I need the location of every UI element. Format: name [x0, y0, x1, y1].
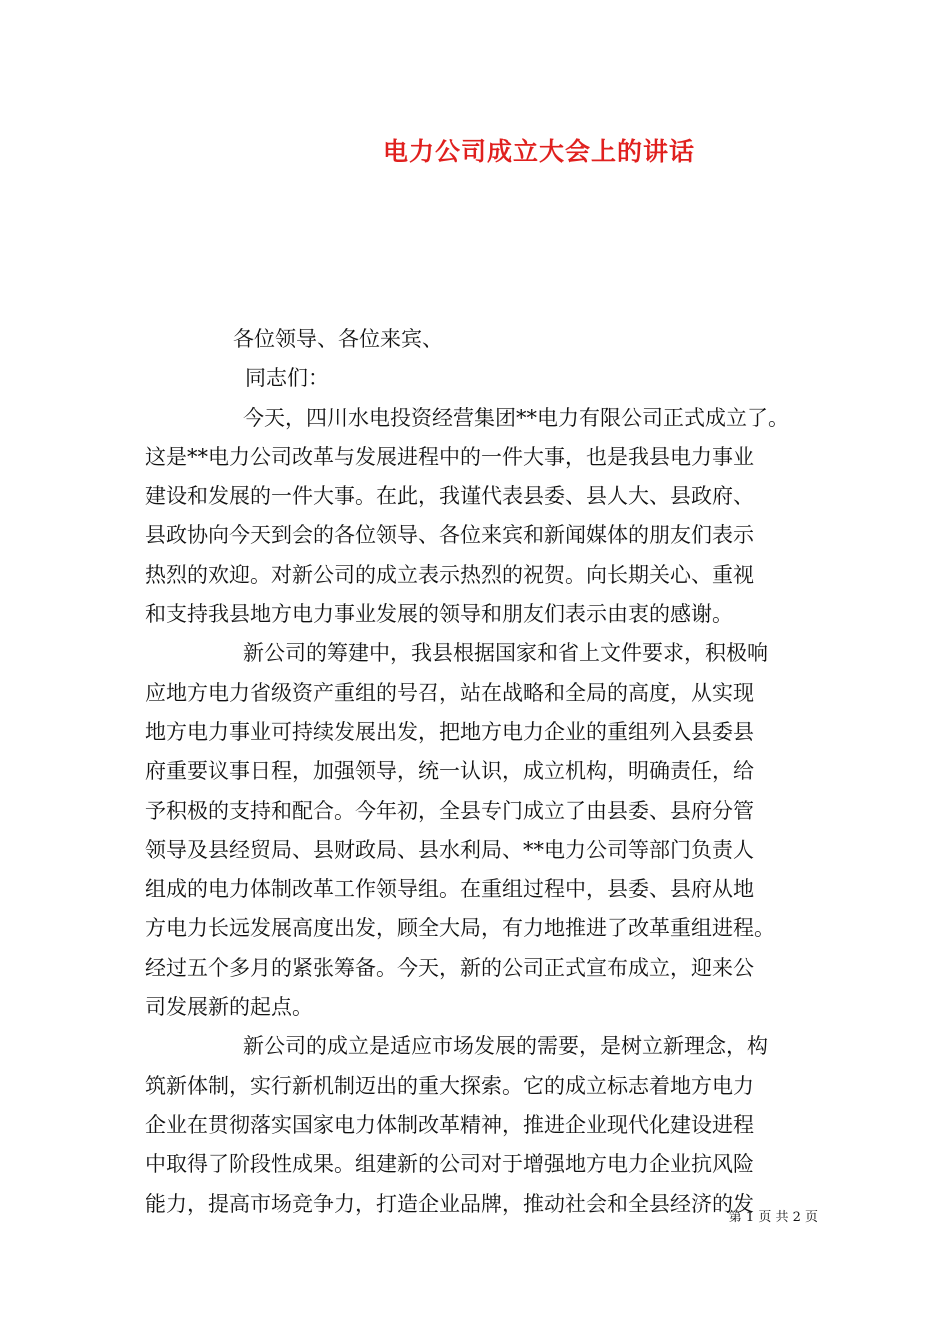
- text-line: 府重要议事日程，加强领导，统一认识，成立机构，明确责任，给: [145, 759, 754, 784]
- text-line: 县政协向今天到会的各位领导、各位来宾和新闻媒体的朋友们表示: [145, 523, 754, 548]
- document-title: 电力公司成立大会上的讲话: [382, 137, 695, 166]
- text-line: 司发展新的起点。: [145, 995, 313, 1020]
- text-line: 新公司的筹建中，我县根据国家和省上文件要求，积极响: [243, 641, 768, 666]
- text-line: 今天，四川水电投资经营集团**电力有限公司正式成立了。: [243, 405, 789, 430]
- text-line: 能力，提高市场竞争力，打造企业品牌，推动社会和全县经济的发: [145, 1191, 754, 1216]
- paragraph-3: [145, 1027, 817, 1223]
- page-number: 第 1 页 共 2 页: [728, 1210, 818, 1225]
- text-line: 建设和发展的一件大事。在此，我谨代表县委、县人大、县政府、: [145, 484, 754, 509]
- text-line: 企业在贯彻落实国家电力体制改革精神，推进企业现代化建设进程: [145, 1112, 754, 1137]
- text-line: 和支持我县地方电力事业发展的领导和朋友们表示由衷的感谢。: [145, 602, 733, 627]
- text-line: 热烈的欢迎。对新公司的成立表示热烈的祝贺。向长期关心、重视: [145, 562, 754, 587]
- text-line: 组成的电力体制改革工作领导组。在重组过程中，县委、县府从地: [145, 877, 754, 902]
- text-line: 地方电力事业可持续发展出发，把地方电力企业的重组列入县委县: [145, 719, 754, 744]
- greeting-line: 同志们：: [245, 366, 329, 391]
- text-line: 中取得了阶段性成果。组建新的公司对于增强地方电力企业抗风险: [145, 1152, 754, 1177]
- paragraph-1: [145, 399, 817, 635]
- greeting-line: 各位领导、各位来宾、: [233, 327, 443, 351]
- paragraph-2: [145, 634, 817, 1027]
- text-line: 领导及县经贸局、县财政局、县水利局、**电力公司等部门负责人: [145, 837, 754, 862]
- text-line: 筑新体制，实行新机制迈出的重大探索。它的成立标志着地方电力: [145, 1073, 754, 1098]
- text-line: 应地方电力省级资产重组的号召，站在战略和全局的高度，从实现: [145, 680, 754, 705]
- text-line: 予积极的支持和配合。今年初，全县专门成立了由县委、县府分管: [145, 798, 754, 823]
- text-line: 新公司的成立是适应市场发展的需要，是树立新理念，构: [243, 1034, 768, 1059]
- document-body: [145, 320, 817, 1224]
- text-line: 方电力长远发展高度出发，顾全大局，有力地推进了改革重组进程。: [145, 916, 775, 941]
- text-line: 经过五个多月的紧张筹备。今天，新的公司正式宣布成立，迎来公: [145, 955, 754, 980]
- text-line: 这是**电力公司改革与发展进程中的一件大事，也是我县电力事业: [145, 444, 754, 469]
